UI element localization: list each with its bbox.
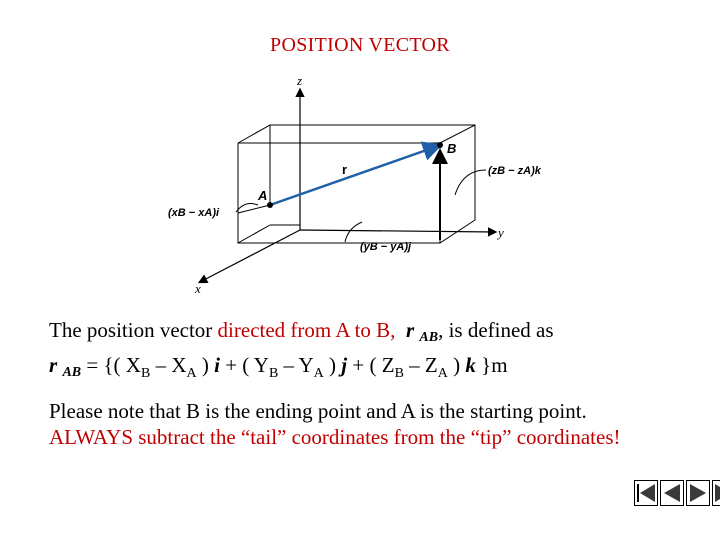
eq-unit-i: i — [214, 353, 220, 377]
eq-sub-ya: A — [313, 366, 324, 381]
eq-part-2: – X — [150, 353, 187, 377]
eq-sub-yb: B — [268, 366, 279, 381]
eq-part-3: ) — [196, 353, 215, 377]
eq-part-5: – Y — [278, 353, 314, 377]
point-a-dot — [267, 202, 273, 208]
previous-slide-icon — [661, 481, 683, 505]
definition-line-1 — [49, 318, 554, 343]
eq-part-8: – Z — [403, 353, 438, 377]
eq-part-7: + ( Z — [347, 353, 395, 377]
line1-suffix: , is defined as — [438, 318, 554, 342]
note-paragraph — [49, 398, 709, 450]
line1-red-phrase: directed from A to B, — [217, 318, 396, 342]
next-slide-icon — [687, 481, 709, 505]
last-slide-button[interactable] — [712, 480, 720, 506]
eq-part-6: ) — [323, 353, 342, 377]
eq-r-subscript: AB — [62, 365, 82, 380]
position-vector-diagram — [160, 70, 560, 300]
eq-r-symbol: r — [49, 353, 58, 377]
line1-r-subscript: AB — [419, 330, 439, 345]
eq-sub-xb: B — [140, 366, 151, 381]
x-component-label: (xB − xA)i — [168, 207, 220, 219]
position-vector-equation — [49, 353, 508, 381]
eq-part-4: + ( Y — [219, 353, 269, 377]
y-component-label: (yB − yA)j — [360, 241, 412, 253]
position-vector-r — [270, 146, 438, 205]
y-label-leader — [345, 222, 362, 242]
x-axis — [200, 230, 300, 282]
last-slide-icon — [713, 481, 720, 505]
eq-part-10: }m — [475, 353, 508, 377]
z-component-label: (zB − zA)k — [488, 165, 541, 177]
point-b-dot — [437, 142, 443, 148]
axis-x-label: x — [195, 281, 201, 296]
note-text: Please note that B is the ending point and A is the starting point. — [49, 399, 587, 423]
eq-part-9: ) — [447, 353, 466, 377]
eq-sub-za: A — [437, 366, 448, 381]
vector-r-label: r — [342, 162, 348, 177]
slide-navigation — [634, 480, 720, 506]
eq-part-1: = {( X — [81, 353, 141, 377]
line1-r-symbol: r — [405, 318, 415, 342]
first-slide-icon — [635, 481, 657, 505]
eq-sub-xa: A — [186, 366, 197, 381]
slide-title: POSITION VECTOR — [270, 34, 450, 56]
point-a-label: A — [258, 188, 268, 203]
y-axis — [300, 230, 495, 232]
next-slide-button[interactable] — [686, 480, 710, 506]
point-b-label: B — [447, 141, 457, 156]
z-label-leader — [455, 170, 486, 195]
eq-unit-k: k — [465, 353, 476, 377]
first-slide-button[interactable] — [634, 480, 658, 506]
axis-y-label: y — [498, 225, 504, 240]
eq-unit-j: j — [341, 353, 348, 377]
eq-sub-zb: B — [394, 366, 404, 381]
axis-z-label: z — [297, 73, 303, 88]
note-warning: ALWAYS subtract the “tail” coordinates from the “tip” coordinates! — [49, 425, 621, 449]
line1-prefix: The position vector — [49, 318, 218, 342]
previous-slide-button[interactable] — [660, 480, 684, 506]
